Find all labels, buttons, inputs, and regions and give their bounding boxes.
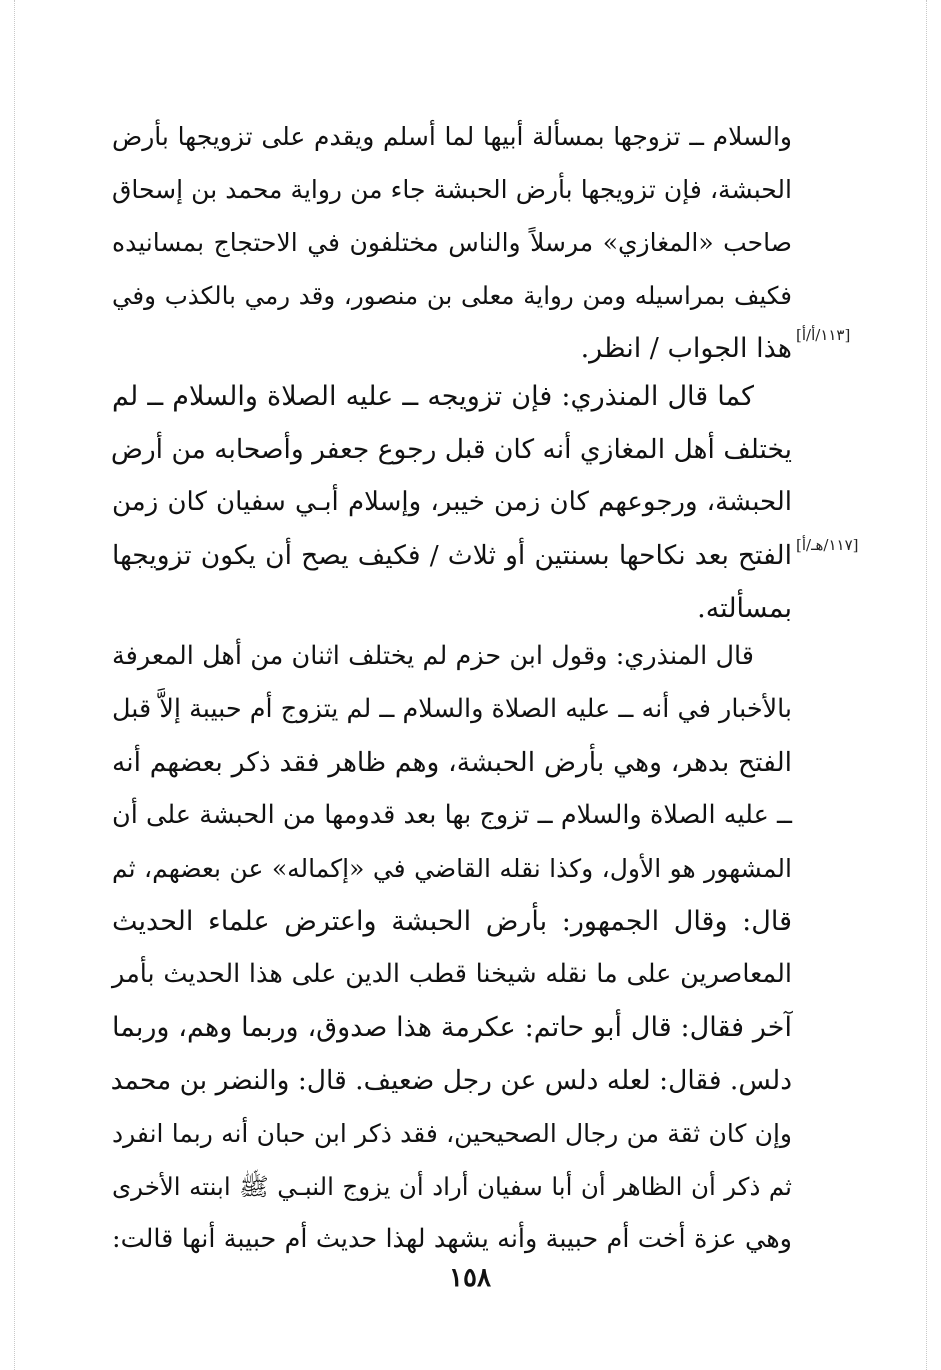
scan-edge-left <box>14 0 15 1370</box>
paragraph-3-line: بالأخبار في أنه ــ عليه الصلاة والسلام ــ لم يتزوج أم حبيبة إلاَّ قبل <box>112 694 792 724</box>
margin-note-folio-117: [١١٧/هـ/أ] <box>796 536 859 554</box>
paragraph-3-line: آخر فقال: قال أبو حاتم: عكرمة هذا صدوق، وربما وهم، وربما <box>112 1012 792 1043</box>
paragraph-1 <box>112 110 792 375</box>
paragraph-3-line: المشهور هو الأول، وكذا نقله القاضي في «إكماله» عن بعضهم، ثم <box>112 854 792 883</box>
paragraph-1-line: الحبشة، فإن تزويجها بأرض الحبشة جاء من رواية محمد بن إسحاق <box>112 175 792 204</box>
paragraph-2-line: الفتح بعد نكاحها بسنتين أو ثلاث / فكيف يصح أن يكون تزويجها <box>112 540 792 571</box>
paragraph-3-line: ــ عليه الصلاة والسلام ــ تزوج بها بعد قدومها من الحبشة على أن <box>112 800 792 830</box>
paragraph-3-line: المعاصرين على ما نقله شيخنا قطب الدين على هذا الحديث بأمر <box>112 959 792 989</box>
paragraph-1-line: فكيف بمراسيله ومن رواية معلى بن منصور، وقد رمي بالكذب وفي <box>112 281 792 310</box>
paragraph-3-line: وهي عزة أخت أم حبيبة وأنه يشهد لهذا حديث أم حبيبة أنها قالت: <box>112 1224 792 1254</box>
paragraph-2-line: يختلف أهل المغازي أنه كان قبل رجوع جعفر وأصحابه من أرض <box>110 434 792 465</box>
paragraph-1-line: هذا الجواب / انظر. <box>580 333 792 364</box>
paragraph-3-line: قال المنذري: وقول ابن حزم لم يختلف اثنان من أهل المعرفة <box>112 641 754 671</box>
paragraph-3-line: ثم ذكر أن الظاهر أن أبا سفيان أراد أن يزوج النبـي ﷺ ابنته الأخرى <box>112 1172 792 1201</box>
page-number: ١٥٨ <box>449 1263 491 1293</box>
paragraph-3-line: الفتح بدهر، وهي بأرض الحبشة، وهم ظاهر فقد ذكر بعضهم أنه <box>112 747 792 778</box>
scan-edge-right <box>926 0 927 1370</box>
margin-note-folio-113: [١١٣/أ/أ] <box>796 326 851 344</box>
paragraph-2 <box>112 370 792 635</box>
paragraph-3-line: دلس. فقال: لعله دلس عن رجل ضعيف. قال: والنضر بن محمد <box>110 1065 792 1096</box>
paragraph-2-line: الحبشة، ورجوعهم كان زمن خيبر، وإسلام أبـي سفيان كان زمن <box>112 487 792 517</box>
paragraph-3-line: قال: وقال الجمهور: بأرض الحبشة واعترض علماء الحديث <box>112 906 792 937</box>
paragraph-3 <box>112 630 792 1266</box>
paragraph-1-line: صاحب «المغازي» مرسلاً والناس مختلفون في الاحتجاج بمسانيده <box>112 228 792 257</box>
paragraph-1-line: والسلام ــ تزوجها بمسألة أبيها لما أسلم ويقدم على تزويجها بأرض <box>112 122 792 151</box>
paragraph-2-line: كما قال المنذري: فإن تزويجه ــ عليه الصلاة والسلام ــ لم <box>112 381 754 412</box>
paragraph-2-line: بمسألته. <box>697 593 792 624</box>
paragraph-3-line: وإن كان ثقة من رجال الصحيحين، فقد ذكر ابن حبان أنه ربما انفرد <box>112 1119 792 1148</box>
